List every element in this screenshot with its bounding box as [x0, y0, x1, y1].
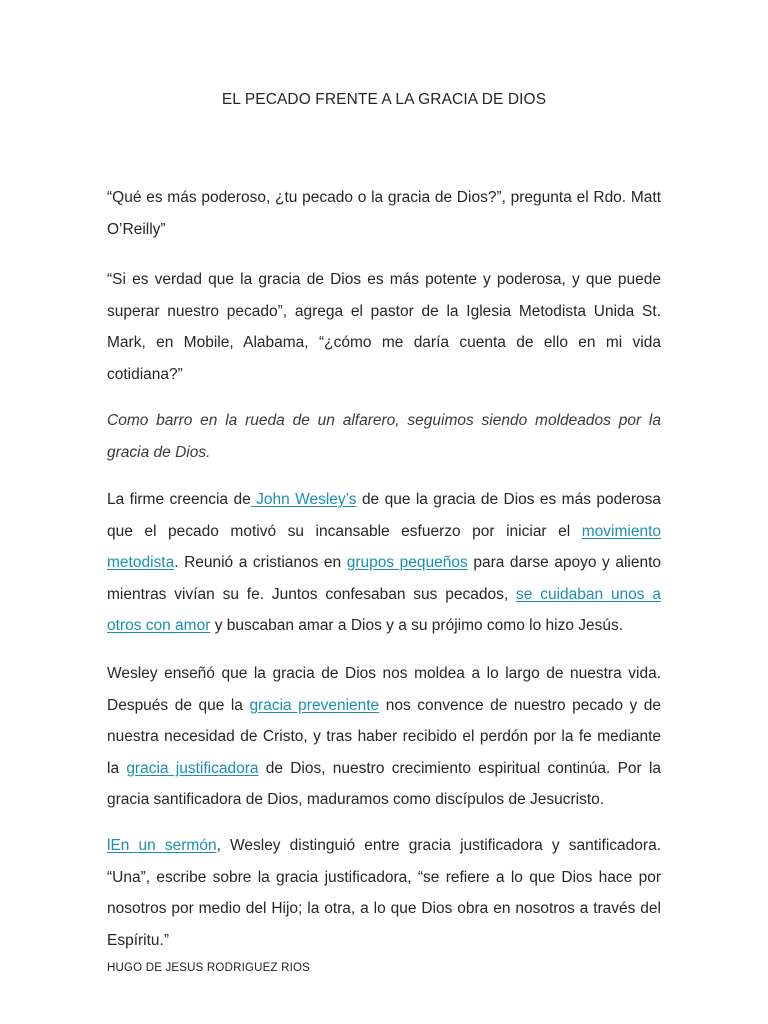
paragraph-5-text-2: nos convence de nuestro pecado y de nuestra necesidad de Cristo, y tras haber recibido el perdón por la fe mediante la [107, 696, 661, 777]
paragraph-4-text-2: de que la gracia de Dios es más poderosa que el pecado motivó su incansable esfuerzo por iniciar el [107, 491, 661, 540]
paragraph-5-text-1: Wesley enseñó que la gracia de Dios nos moldea a lo largo de nuestra vida. Después de que la [107, 665, 661, 714]
paragraph-4-text-4: para darse apoyo y aliento mientras vivían su fe. Juntos confesaban sus pecados, [107, 554, 662, 603]
paragraph-4 [107, 484, 661, 642]
link-gracia-preveniente[interactable]: gracia preveniente [249, 696, 380, 714]
paragraph-2: “Si es verdad que la gracia de Dios es más potente y poderosa, y que puede superar nuestro pecado”, agrega el pastor de la Iglesia Metodista Unida St. Mark, en Mobile, Alabama, “¿cómo me daría cuenta de ello en mi vida cotidiana?” [107, 271, 661, 383]
link-john-wesley[interactable]: John Wesley’s [250, 491, 357, 508]
paragraph-5-text-3: de Dios, nuestro crecimiento espiritual continúa. Por la gracia santificadora de Dios, maduramos como discípulos de Jesucristo. [107, 759, 662, 808]
document-title: EL PECADO FRENTE A LA GRACIA DE DIOS [221, 91, 547, 108]
link-grupos-pequenos[interactable]: grupos pequeños [346, 554, 468, 571]
link-movimiento-metodista[interactable]: movimiento metodista [107, 522, 661, 571]
paragraph-4-text-5: y buscaban amar a Dios y a su prójimo como lo hizo Jesús. [210, 617, 624, 634]
link-gracia-justificadora[interactable]: gracia justificadora [126, 759, 259, 777]
link-en-un-sermon[interactable]: lEn un sermón [107, 837, 217, 854]
paragraph-6-text-1: , Wesley distinguió entre gracia justificadora y santificadora. “Una”, escribe sobre la gracia justificadora, “se refiere a lo que Dios hace por nosotros por medio del Hijo; la otra, a lo que Dios obra en nosotros a través del Espíritu.” [107, 837, 661, 949]
paragraph-6 [107, 830, 661, 956]
paragraph-5 [107, 658, 661, 816]
paragraph-4-text-3: . Reunió a cristianos en [174, 554, 347, 571]
link-se-cuidaban[interactable]: se cuidaban unos a otros con amor [107, 585, 662, 634]
paragraph-1: “Qué es más poderoso, ¿tu pecado o la gracia de Dios?”, pregunta el Rdo. Matt O’Reilly” [107, 189, 661, 238]
paragraph-4-text-1: La firme creencia de [107, 491, 251, 508]
paragraph-3-italic-quote: Como barro en la rueda de un alfarero, seguimos siendo moldeados por la gracia de Dios. [107, 412, 661, 461]
page-footer-author: HUGO DE JESUS RODRIGUEZ RIOS [107, 962, 311, 974]
